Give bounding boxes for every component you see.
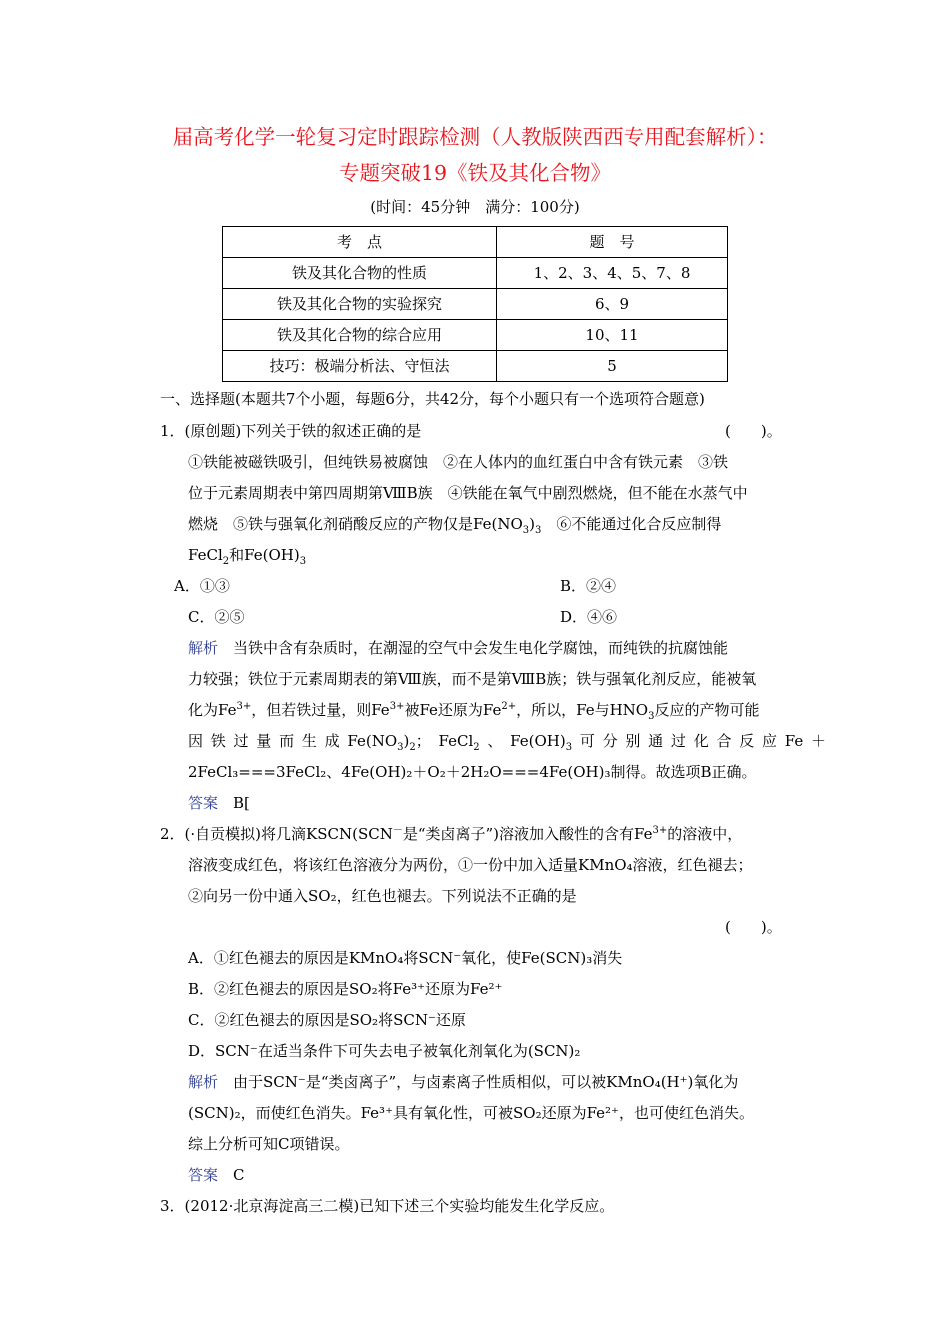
analysis-label: 解析	[188, 639, 219, 657]
option-c: C．②⑤	[188, 608, 245, 626]
question-1-stem: 1．(原创题)下列关于铁的叙述正确的是	[160, 422, 422, 440]
question-1-text: 位于元素周期表中第四周期第ⅧB族 ④铁能在氧气中剧烈燃烧，但不能在水蒸气中	[188, 484, 748, 502]
table-cell: 1、2、3、4、5、7、8	[497, 258, 728, 289]
analysis-text: 解析 当铁中含有杂质时，在潮湿的空气中会发生电化学腐蚀，而纯铁的抗腐蚀能	[188, 639, 729, 657]
table-header-cell: 题 号	[497, 227, 728, 258]
table-row	[223, 289, 728, 320]
table-header-row	[223, 227, 728, 258]
option-d: D．④⑥	[560, 608, 618, 626]
answer-line	[188, 1164, 245, 1186]
time-score-note: (时间：45分钟 满分：100分)	[370, 198, 580, 216]
option-a: A．①红色褪去的原因是KMnO₄将SCN⁻氧化，使Fe(SCN)₃消失	[188, 949, 623, 967]
analysis-text: 力较强；铁位于元素周期表的第Ⅷ族，而不是第ⅧB族；铁与强氧化剂反应，能被氧	[188, 670, 757, 688]
option-b: B．②红色褪去的原因是SO₂将Fe³⁺还原为Fe²⁺	[188, 980, 503, 998]
analysis-text: 2FeCl₃===3FeCl₂、4Fe(OH)₂＋O₂＋2H₂O===4Fe(OH)₃制得。故选项B正确。	[188, 763, 757, 781]
table-cell: 技巧：极端分析法、守恒法	[223, 351, 497, 382]
topic-table	[222, 226, 728, 382]
table-cell: 5	[497, 351, 728, 382]
question-1-text: FeCl$_2$和$Fe(OH)_3$	[188, 546, 307, 567]
answer-label: 答案	[188, 794, 219, 812]
analysis-text: 综上分析可知C项错误。	[188, 1135, 350, 1153]
table-cell: 铁及其化合物的性质	[223, 258, 497, 289]
analysis-text: 因 铁 过 量 而 生 成 $Fe(NO_3)_2$； FeCl$_2$ 、 $Fe(OH)_3$ 可 分 别 通 过 化 合 反 应 Fe ＋	[188, 732, 827, 753]
option-b: B．②④	[560, 577, 617, 595]
question-2-stem: 2．(·自贡模拟)将几滴KSCN(SCN－是“类卤离子”)溶液加入酸性的含有$Fe^{3+}$的溶液中，	[160, 825, 743, 843]
answer-value: B[	[233, 794, 250, 812]
question-2-text: ②向另一份中通入SO₂，红色也褪去。下列说法不正确的是	[188, 887, 577, 905]
analysis-label: 解析	[188, 1073, 219, 1091]
question-1-text: ①铁能被磁铁吸引，但纯铁易被腐蚀 ②在人体内的血红蛋白中含有铁元素 ③铁	[188, 453, 729, 471]
table-row	[223, 351, 728, 382]
question-2-text: 溶液变成红色，将该红色溶液分为两份，①一份中加入适量KMnO₄溶液，红色褪去；	[188, 856, 753, 874]
table-cell: 10、11	[497, 320, 728, 351]
analysis-text: 解析 由于SCN⁻是“类卤离子”，与卤素离子性质相似，可以被KMnO₄(H⁺)氧化为	[188, 1073, 739, 1091]
option-c: C．②红色褪去的原因是SO₂将SCN⁻还原	[188, 1011, 466, 1029]
question-1-text: 燃烧 ⑤铁与强氧化剂硝酸反应的产物仅是$Fe(NO_3)_3$ ⑥不能通过化合反应制得	[188, 515, 722, 536]
analysis-text: (SCN)₂，而使红色消失。Fe³⁺具有氧化性，可被SO₂还原为Fe²⁺，也可使红色消失。	[188, 1104, 754, 1122]
table-cell: 铁及其化合物的综合应用	[223, 320, 497, 351]
section-heading: 一、选择题(本题共7个小题，每题6分，共42分，每个小题只有一个选项符合题意)	[160, 390, 705, 408]
table-row	[223, 258, 728, 289]
option-a: A．①③	[174, 577, 230, 595]
answer-label: 答案	[188, 1166, 219, 1184]
table-cell: 6、9	[497, 289, 728, 320]
answer-bracket: ( )。	[725, 422, 782, 440]
question-3-stem: 3．(2012·北京海淀高三二模)已知下述三个实验均能发生化学反应。	[160, 1197, 615, 1215]
answer-line	[188, 792, 250, 814]
option-d: D．SCN⁻在适当条件下可失去电子被氧化剂氧化为(SCN)₂	[188, 1042, 581, 1060]
answer-bracket: ( )。	[725, 918, 782, 936]
table-cell: 铁及其化合物的实验探究	[223, 289, 497, 320]
answer-value: C	[233, 1166, 245, 1184]
table-row	[223, 320, 728, 351]
analysis-text: 化为$Fe^{3+}$，但若铁过量，则$Fe^{3+}$被Fe还原为$Fe^{2+}$，所以，Fe与$HNO_3$反应的产物可能	[188, 701, 760, 722]
document-title-line1: 届高考化学一轮复习定时跟踪检测（人教版陕西西专用配套解析）：	[172, 125, 778, 149]
document-title-line2: 专题突破19《铁及其化合物》	[338, 161, 612, 185]
table-header-cell: 考 点	[223, 227, 497, 258]
